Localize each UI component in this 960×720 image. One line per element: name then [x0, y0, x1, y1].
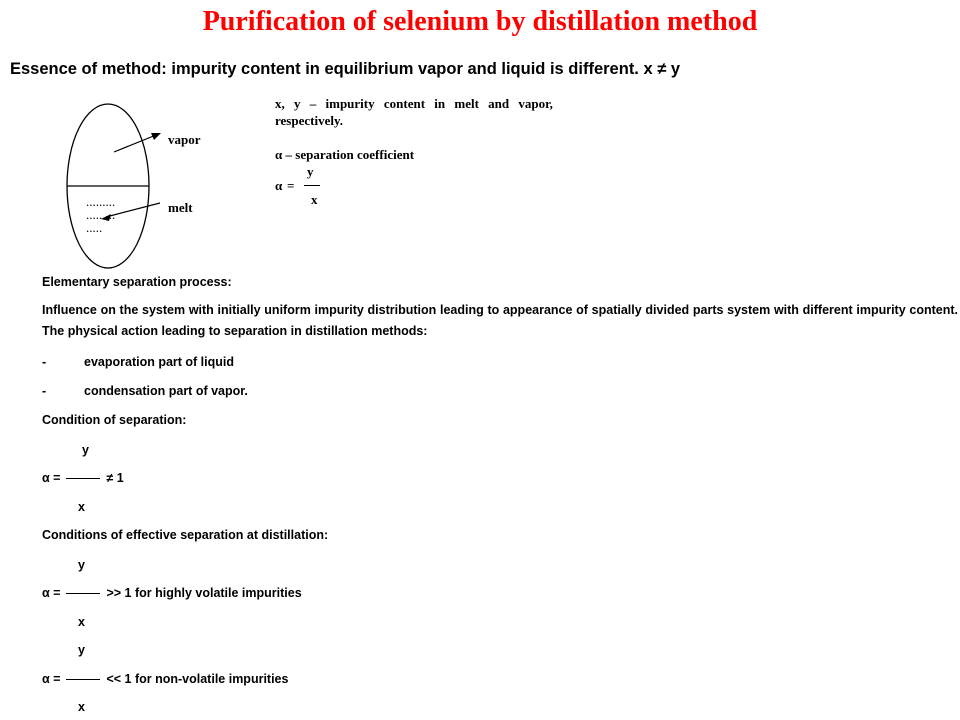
legend-frac-bar	[304, 185, 320, 186]
vessel-diagram	[50, 100, 250, 270]
list-item-text: condensation part of vapor.	[84, 384, 248, 398]
eq1-lhs: α =	[42, 471, 61, 485]
vessel-drawing	[50, 100, 250, 270]
legend-frac-equals: =	[287, 178, 295, 193]
alpha-symbol: α	[275, 147, 283, 162]
eq2-rhs: >> 1 for highly volatile impurities	[106, 586, 302, 600]
bullet-dash: -	[42, 384, 47, 398]
melt-label: melt	[168, 200, 193, 215]
eq2-line	[42, 586, 302, 600]
vapor-arrow-line	[114, 135, 156, 152]
eq2-denominator: x	[78, 615, 85, 629]
list-item-condensation	[42, 384, 248, 398]
legend-line-3	[275, 146, 605, 163]
influence-paragraph: Influence on the system with initially uniform impurity distribution leading to appearance of spatially divided parts system with different impurity content. The physical action leading to separation in distillation methods:	[42, 303, 958, 338]
eq3-fraction-bar	[66, 679, 100, 680]
legend-block	[275, 95, 605, 207]
melt-dots-1: .........	[86, 194, 116, 209]
condition-heading: Condition of separation:	[42, 413, 187, 427]
conditions-effective-heading: Conditions of effective separation at distillation:	[42, 528, 329, 542]
eq1-fraction-bar	[66, 478, 100, 479]
bullet-dash: -	[42, 355, 47, 369]
legend-line-1: x, y – impurity content in melt and vapor,	[275, 96, 553, 111]
vapor-arrow-head	[151, 133, 161, 140]
legend-line-3-text: – separation coefficient	[285, 147, 415, 162]
list-item-text: evaporation part of liquid	[84, 355, 235, 369]
vapor-label: vapor	[168, 132, 201, 147]
legend-frac-alpha: α	[275, 178, 283, 193]
eq3-numerator: y	[78, 643, 85, 657]
melt-dots-3: .....	[86, 220, 103, 235]
eq2-lhs: α =	[42, 586, 61, 600]
essence-statement: Essence of method: impurity content in equilibrium vapor and liquid is different. x ≠ y	[10, 60, 681, 78]
eq1-denominator: x	[78, 500, 85, 514]
eq1-rhs: ≠ 1	[106, 471, 124, 485]
eq1-line	[42, 471, 124, 485]
legend-line-2: respectively.	[275, 113, 343, 128]
eq3-line	[42, 672, 288, 686]
heading-elementary: Elementary separation process:	[42, 275, 232, 289]
eq1-numerator: y	[82, 443, 89, 457]
eq2-fraction-bar	[66, 593, 100, 594]
eq3-denominator: x	[78, 700, 85, 714]
page-title: Purification of selenium by distillation method	[202, 6, 758, 37]
eq3-lhs: α =	[42, 672, 61, 686]
melt-dots-2: .........	[86, 207, 116, 222]
list-item-evaporation	[42, 355, 234, 369]
eq3-rhs: << 1 for non-volatile impurities	[106, 672, 289, 686]
eq2-numerator: y	[78, 558, 85, 572]
legend-frac-num: y	[307, 164, 314, 179]
legend-fraction	[275, 163, 605, 207]
legend-frac-den: x	[311, 192, 318, 207]
